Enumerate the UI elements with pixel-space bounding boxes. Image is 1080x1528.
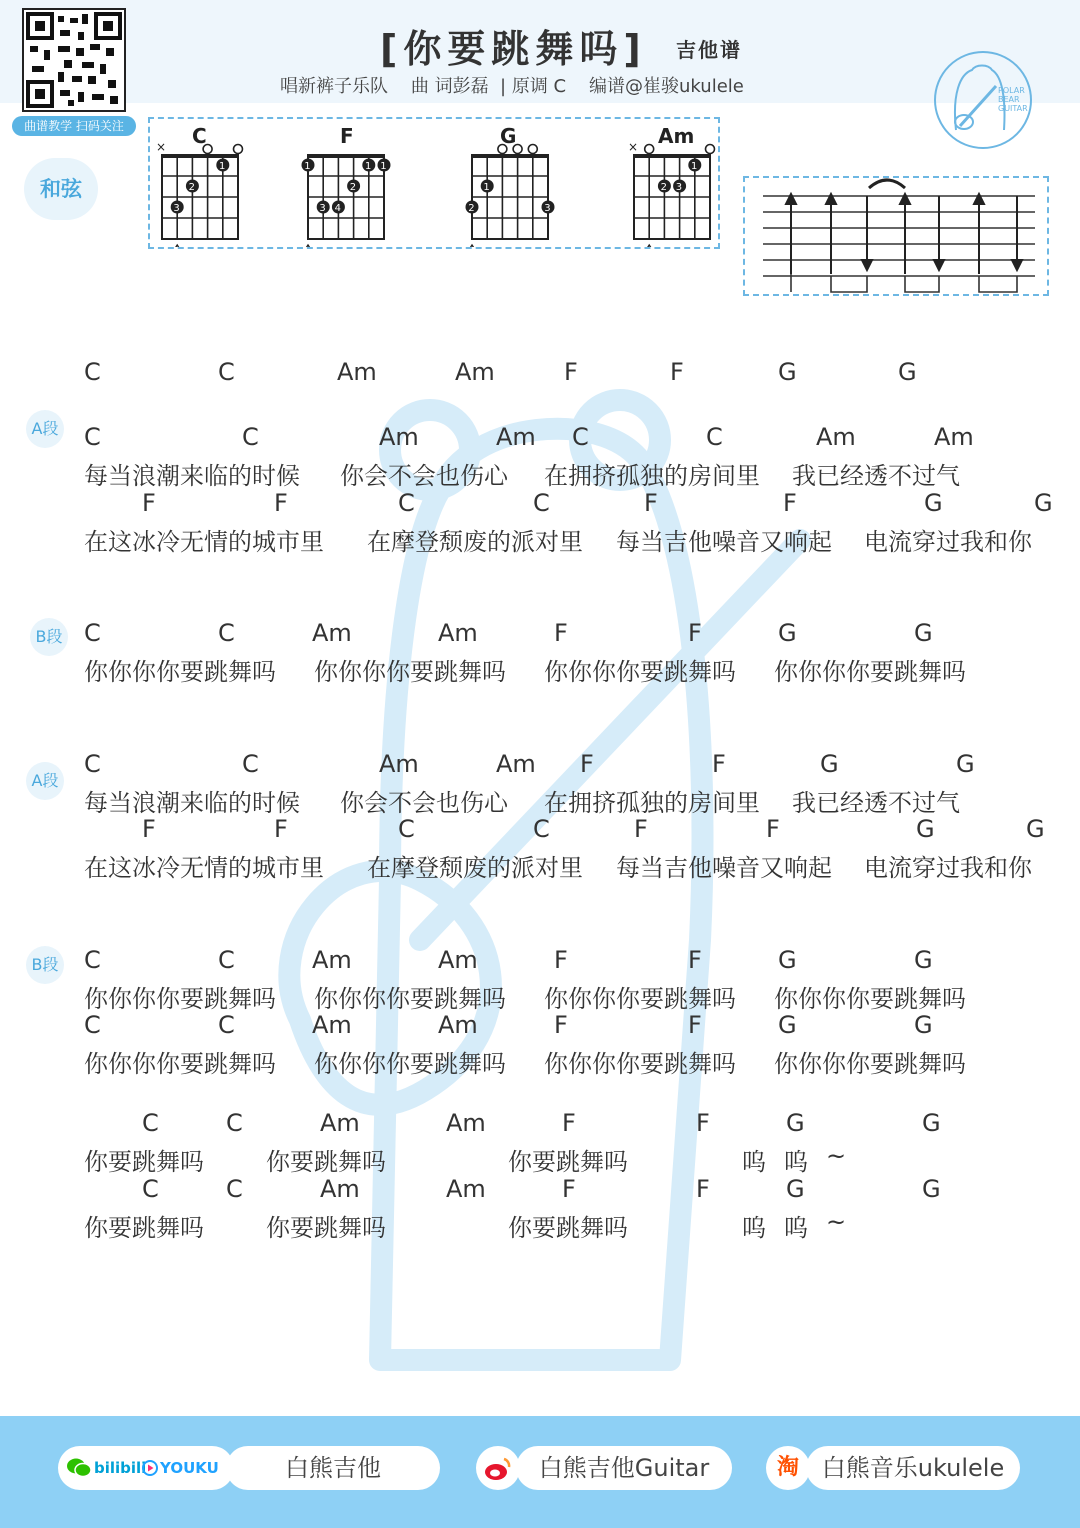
finger-number: 4 xyxy=(334,203,341,214)
chord: G xyxy=(820,750,839,778)
chord: F xyxy=(688,946,702,974)
youku-play-icon xyxy=(142,1460,158,1476)
lyric: 你你你你要跳舞吗 xyxy=(314,985,506,1013)
chord: G xyxy=(924,489,943,517)
chord: Am xyxy=(312,619,352,647)
lyric: 每当浪潮来临的时候 xyxy=(84,789,300,817)
chord: C xyxy=(84,1011,101,1039)
chord: G xyxy=(922,1109,941,1137)
lyric: 你你你你要跳舞吗 xyxy=(314,658,506,686)
chord: Am xyxy=(934,423,974,451)
chord: C xyxy=(706,423,723,451)
chord: F xyxy=(554,619,568,647)
finger-number: 1 xyxy=(219,161,226,172)
chord: Am xyxy=(379,750,419,778)
qr-code[interactable] xyxy=(22,8,126,112)
chord: Am xyxy=(438,619,478,647)
lyric: 电流穿过我和你 xyxy=(864,528,1032,556)
lyric-line xyxy=(84,456,1064,490)
chord-line xyxy=(84,1109,1064,1143)
lyric: 在拥挤孤独的房间里 xyxy=(544,462,760,490)
lyric: 每当吉他噪音又响起 xyxy=(616,854,832,882)
section-badge: B段 xyxy=(26,946,64,984)
lyric: 你你你你要跳舞吗 xyxy=(774,1050,966,1078)
chord-line xyxy=(84,619,1064,653)
finger-number: 1 xyxy=(380,161,387,172)
lyric-line xyxy=(84,652,1064,686)
lyric: 你你你你要跳舞吗 xyxy=(774,985,966,1013)
lyric: 你你你你要跳舞吗 xyxy=(314,1050,506,1078)
chord: F xyxy=(634,815,648,843)
lyric: 你要跳舞吗 xyxy=(266,1214,386,1242)
lyric: 你你你你要跳舞吗 xyxy=(774,658,966,686)
chord-diagram-panel xyxy=(148,117,720,249)
chord: C xyxy=(142,1175,159,1203)
chord: G xyxy=(1034,489,1053,517)
lyric: 你你你你要跳舞吗 xyxy=(84,658,276,686)
lyric: 你你你你要跳舞吗 xyxy=(544,1050,736,1078)
chord: C xyxy=(242,423,259,451)
chord: G xyxy=(778,1011,797,1039)
chord: F xyxy=(562,1175,576,1203)
chord: F xyxy=(712,750,726,778)
chord: C xyxy=(84,619,101,647)
logo-text-line: POLAR xyxy=(998,86,1025,95)
lyric: 你你你你要跳舞吗 xyxy=(84,985,276,1013)
chord: C xyxy=(242,750,259,778)
chord-line xyxy=(84,1175,1064,1209)
chord: C xyxy=(218,619,235,647)
finger-number: 3 xyxy=(173,203,180,214)
lyric: 在拥挤孤独的房间里 xyxy=(544,789,760,817)
chord-name: G xyxy=(500,124,517,148)
chord: F xyxy=(688,619,702,647)
chord: Am xyxy=(320,1109,360,1137)
chord: C xyxy=(218,358,235,386)
chord: G xyxy=(914,619,933,647)
lyric-line xyxy=(84,848,1064,882)
lyric: 在这冰冷无情的城市里 xyxy=(84,528,324,556)
qr-caption: 曲谱教学 扫码关注 xyxy=(12,116,136,136)
lyric: 你要跳舞吗 xyxy=(266,1148,386,1176)
chord: G xyxy=(914,1011,933,1039)
lyric-line xyxy=(84,979,1064,1013)
chord: Am xyxy=(312,946,352,974)
strum-pattern-svg xyxy=(745,178,1047,294)
footer-bar xyxy=(0,1416,1080,1528)
lyric: 呜 xyxy=(742,1148,766,1176)
lyric: 你你你你要跳舞吗 xyxy=(544,658,736,686)
chord: Am xyxy=(446,1175,486,1203)
chord-am-diagram xyxy=(628,124,715,247)
chord-g-diagram xyxy=(466,124,555,247)
chord-line xyxy=(84,358,1064,392)
chord: C xyxy=(533,489,550,517)
lyric: 你要跳舞吗 xyxy=(84,1214,204,1242)
chord: G xyxy=(778,946,797,974)
chord-name: C xyxy=(192,124,207,148)
section-badge: B段 xyxy=(30,618,68,656)
chord: C xyxy=(84,423,101,451)
weibo-icon[interactable] xyxy=(476,1446,520,1490)
chord: F xyxy=(783,489,797,517)
lyric: 在摩登颓废的派对里 xyxy=(367,854,583,882)
chord: F xyxy=(554,1011,568,1039)
song-title: [你要跳舞吗] xyxy=(380,27,647,71)
chord: C xyxy=(218,1011,235,1039)
polar-bear-logo xyxy=(932,34,1034,158)
chord: Am xyxy=(438,946,478,974)
chord: G xyxy=(778,358,797,386)
platform-icons[interactable] xyxy=(58,1446,234,1490)
chord: F xyxy=(688,1011,702,1039)
chord: C xyxy=(533,815,550,843)
lyric: 你会不会也伤心 xyxy=(340,789,508,817)
chord: F xyxy=(142,815,156,843)
finger-number: 3 xyxy=(675,182,683,193)
logo-text-line: GUITAR xyxy=(998,104,1028,113)
lyric-line xyxy=(84,1208,1064,1242)
chord-line xyxy=(84,750,1064,784)
chord: G xyxy=(786,1175,805,1203)
chord: G xyxy=(778,619,797,647)
chord: F xyxy=(696,1175,710,1203)
chord: C xyxy=(226,1175,243,1203)
chord: Am xyxy=(438,1011,478,1039)
chord: Am xyxy=(496,423,536,451)
weibo-label[interactable]: 白熊吉他Guitar xyxy=(516,1446,732,1490)
lyric: 电流穿过我和你 xyxy=(864,854,1032,882)
chord: G xyxy=(914,946,933,974)
chord: Am xyxy=(816,423,856,451)
chord: C xyxy=(398,489,415,517)
chord: F xyxy=(644,489,658,517)
chord: C xyxy=(226,1109,243,1137)
lyric: 你你你你要跳舞吗 xyxy=(544,985,736,1013)
song-credits: 唱新裤子乐队 曲 词彭磊 | 原调 C 编谱@崔骏ukulele xyxy=(280,76,744,97)
chord: F xyxy=(562,1109,576,1137)
mute-mark: × xyxy=(156,140,167,154)
lyric: 你要跳舞吗 xyxy=(508,1214,628,1242)
lyric: ~ xyxy=(826,1142,847,1170)
finger-number: 2 xyxy=(188,182,195,193)
chord: F xyxy=(766,815,780,843)
chord: Am xyxy=(320,1175,360,1203)
logo-text-line: BEAR xyxy=(998,95,1020,104)
chord: C xyxy=(572,423,589,451)
lyric: 你要跳舞吗 xyxy=(508,1148,628,1176)
chord: G xyxy=(922,1175,941,1203)
chord: C xyxy=(398,815,415,843)
chord: C xyxy=(218,946,235,974)
chord: F xyxy=(554,946,568,974)
chords-badge: 和弦 xyxy=(24,158,98,220)
finger-number: 2 xyxy=(468,203,475,214)
chord: C xyxy=(84,358,101,386)
chord-f-diagram xyxy=(302,124,391,247)
chord: F xyxy=(274,815,288,843)
chord: G xyxy=(898,358,917,386)
taobao-icon[interactable]: 淘 xyxy=(766,1446,810,1490)
lyric: 你要跳舞吗 xyxy=(84,1148,204,1176)
chord: G xyxy=(1026,815,1045,843)
chord: F xyxy=(670,358,684,386)
chord-line xyxy=(84,815,1064,849)
chord: Am xyxy=(337,358,377,386)
chord: Am xyxy=(496,750,536,778)
title-tag: 吉他谱 xyxy=(676,38,742,62)
lyric: 呜 xyxy=(784,1214,808,1242)
finger-number: 3 xyxy=(544,203,551,214)
chord-line xyxy=(84,489,1064,523)
strumming-pattern xyxy=(743,176,1049,296)
section-badge: A段 xyxy=(26,762,64,800)
lyric: 每当吉他噪音又响起 xyxy=(616,528,832,556)
chord: G xyxy=(956,750,975,778)
finger-number: 1 xyxy=(483,182,490,193)
chord: C xyxy=(84,946,101,974)
mute-mark: × xyxy=(628,140,639,154)
chord: Am xyxy=(446,1109,486,1137)
taobao-label[interactable]: 白熊音乐ukulele xyxy=(806,1446,1020,1490)
finger-number: 3 xyxy=(319,203,326,214)
finger-number: 2 xyxy=(660,182,667,193)
chord: F xyxy=(142,489,156,517)
lyric: 你你你你要跳舞吗 xyxy=(84,1050,276,1078)
lyric: 在这冰冷无情的城市里 xyxy=(84,854,324,882)
qr-pattern-icon xyxy=(24,10,124,110)
chord: Am xyxy=(379,423,419,451)
lyric-line xyxy=(84,783,1064,817)
chord: Am xyxy=(312,1011,352,1039)
bilibili-icon: bilibili xyxy=(94,1459,147,1477)
lyric-line xyxy=(84,1044,1064,1078)
chord-name: Am xyxy=(658,124,695,148)
chord: F xyxy=(696,1109,710,1137)
chord: G xyxy=(786,1109,805,1137)
chord-diagrams-svg xyxy=(150,119,718,247)
chord: F xyxy=(580,750,594,778)
youku-icon: YOUKU xyxy=(160,1459,219,1477)
lyric: ~ xyxy=(826,1208,847,1236)
chord-line xyxy=(84,1011,1064,1045)
chord: C xyxy=(84,750,101,778)
finger-number: 1 xyxy=(691,161,698,172)
lyric-line xyxy=(84,1142,1064,1176)
lyric: 呜 xyxy=(742,1214,766,1242)
section-badge: A段 xyxy=(26,410,64,448)
chord: F xyxy=(564,358,578,386)
lyric: 在摩登颓废的派对里 xyxy=(367,528,583,556)
chord-line xyxy=(84,946,1064,980)
lyric-line xyxy=(84,522,1064,556)
lyric: 我已经透不过气 xyxy=(792,462,960,490)
channel-label[interactable]: 白熊吉他 xyxy=(226,1446,440,1490)
chord: F xyxy=(274,489,288,517)
lyric: 你会不会也伤心 xyxy=(340,462,508,490)
wechat-icon xyxy=(66,1456,92,1480)
lyric: 呜 xyxy=(784,1148,808,1176)
lyric: 每当浪潮来临的时候 xyxy=(84,462,300,490)
chord-c-diagram xyxy=(156,124,243,247)
lyric: 我已经透不过气 xyxy=(792,789,960,817)
chord: G xyxy=(916,815,935,843)
chord: C xyxy=(142,1109,159,1137)
weibo-glyph-icon xyxy=(476,1446,520,1490)
finger-number: 1 xyxy=(304,161,311,172)
chord-line xyxy=(84,423,1064,457)
finger-number: 1 xyxy=(365,161,372,172)
chord: Am xyxy=(455,358,495,386)
finger-number: 2 xyxy=(349,182,357,193)
logo-text xyxy=(998,86,1028,113)
chord-name: F xyxy=(340,124,354,148)
